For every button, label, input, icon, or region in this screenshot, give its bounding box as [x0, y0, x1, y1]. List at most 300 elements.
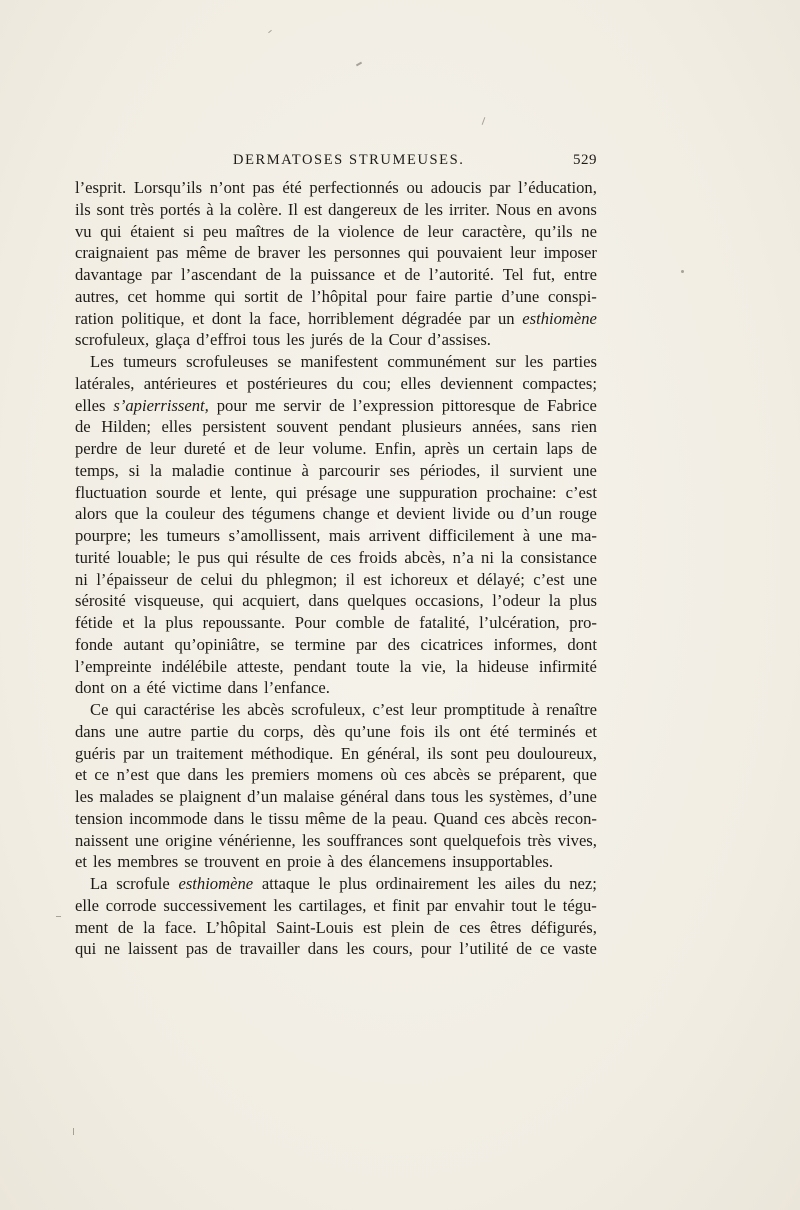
word: la	[456, 656, 469, 676]
word: que	[572, 765, 597, 785]
word: tous	[252, 330, 281, 350]
word: le	[318, 874, 331, 893]
word: violence	[338, 221, 395, 241]
text-line	[75, 199, 597, 221]
text-line	[75, 656, 597, 678]
word: politique,	[121, 308, 185, 328]
word: qui	[75, 939, 97, 959]
word: ces	[484, 808, 506, 828]
running-title: DERMATOSES STRUMEUSES.	[233, 152, 465, 168]
word: perdre	[75, 439, 118, 458]
word: se	[184, 852, 199, 872]
text-line	[75, 612, 597, 634]
word: s’amollissent,	[228, 526, 321, 545]
text-line	[75, 830, 597, 852]
word: ces	[459, 917, 481, 937]
word: une	[572, 460, 597, 480]
word: puissance	[310, 265, 376, 284]
word: élancemens	[368, 852, 447, 872]
word: attaque	[261, 874, 310, 893]
text-line	[75, 416, 597, 438]
word: devient	[396, 504, 446, 524]
word: souvent	[276, 417, 329, 437]
word: la	[289, 265, 302, 284]
word: terminés	[518, 721, 576, 741]
word: cours,	[372, 939, 413, 959]
word: traitement	[175, 743, 244, 763]
word: partie	[190, 721, 229, 741]
word: plus	[165, 613, 194, 632]
word: et	[585, 721, 597, 741]
text-line	[75, 873, 597, 895]
word: par	[426, 895, 448, 915]
paper-speck	[73, 1128, 74, 1135]
word: turité	[75, 547, 111, 567]
word: après	[424, 439, 460, 458]
word: de	[307, 547, 323, 567]
word: est	[363, 917, 382, 937]
word: fétide	[75, 613, 113, 632]
word: Hilden;	[101, 417, 151, 437]
word: face,	[268, 308, 301, 328]
word: délayé;	[476, 569, 525, 589]
word: cet	[127, 286, 147, 306]
word: vénérienne,	[218, 830, 296, 850]
word: laissent	[128, 939, 178, 959]
word: personnes	[333, 243, 401, 263]
word: est	[303, 199, 323, 219]
word: entre	[563, 265, 597, 284]
word: par	[469, 308, 491, 328]
word: dans	[187, 765, 219, 785]
word: en	[265, 852, 282, 872]
word: cicatrices	[420, 634, 484, 654]
word: membres	[117, 852, 179, 872]
word: envahir	[454, 895, 505, 915]
text-line	[75, 634, 597, 656]
word: naissent	[75, 830, 129, 850]
word: même	[186, 243, 227, 263]
word: pour	[216, 395, 248, 415]
word: et	[75, 765, 87, 785]
word: de	[254, 439, 270, 458]
word: l’odeur	[492, 591, 541, 611]
word: si	[128, 460, 140, 480]
word: dans	[307, 939, 339, 959]
word: de	[125, 439, 142, 458]
word: on	[110, 678, 128, 698]
word: pas	[185, 939, 208, 959]
word: tumeurs	[123, 352, 177, 371]
word: victime	[171, 678, 222, 698]
word: toute	[356, 656, 390, 676]
word: général	[340, 787, 389, 806]
text-line	[75, 699, 597, 721]
word: les	[477, 874, 496, 893]
word: se	[477, 765, 492, 785]
word: est	[363, 569, 382, 589]
word: Fabrice	[547, 395, 597, 415]
word: vaste	[562, 939, 597, 959]
word: corps,	[263, 721, 304, 741]
text-line	[75, 808, 597, 830]
word: qui	[212, 591, 234, 611]
word: persistent	[202, 417, 267, 437]
word: Lorsqu’ils	[133, 178, 203, 197]
word: peu	[485, 743, 510, 763]
word: jurés	[310, 330, 343, 350]
word: phlegmon;	[266, 569, 338, 589]
word: comble	[335, 613, 385, 632]
word: les	[464, 787, 484, 806]
text-line	[75, 743, 597, 765]
word: sur	[495, 352, 516, 371]
word: insupportables.	[452, 852, 554, 872]
word: temps,	[75, 460, 119, 480]
word: braver	[257, 243, 301, 263]
word: glaça	[155, 330, 191, 350]
word: elle	[75, 895, 99, 915]
word: esthiomène	[178, 874, 254, 893]
word: de	[581, 439, 597, 458]
word: leur	[278, 439, 305, 458]
word: scrofuleux,	[75, 330, 150, 350]
word: sérosité	[75, 591, 126, 611]
word: elles	[161, 417, 192, 437]
word: Cour	[388, 330, 422, 350]
word: une	[366, 482, 390, 502]
word: fut,	[532, 265, 556, 284]
word: douloureux,	[517, 743, 597, 763]
word: rien	[571, 417, 597, 437]
word: latérales,	[75, 373, 135, 393]
word: suppuration	[399, 482, 478, 502]
word: s’apierrissent,	[113, 395, 209, 415]
word: qui	[100, 221, 122, 241]
word: et	[209, 482, 222, 502]
word: recon-	[554, 808, 597, 828]
word: abcès	[247, 700, 285, 719]
text-line	[75, 308, 597, 330]
paper-speck	[482, 117, 486, 125]
word: pas	[252, 178, 275, 197]
word: qu’ils	[534, 221, 573, 241]
word: l’enfance.	[264, 678, 330, 698]
word: finit	[392, 895, 420, 915]
text-line	[75, 460, 597, 482]
word: peau.	[391, 808, 428, 828]
word: occasions,	[415, 591, 484, 611]
word: pas	[156, 243, 179, 263]
word: la	[548, 591, 561, 611]
word: une	[538, 526, 563, 545]
word: de	[329, 395, 345, 415]
word: ration	[75, 308, 114, 328]
word: cou;	[362, 373, 392, 393]
word: le	[177, 547, 190, 567]
word: se	[270, 634, 285, 654]
word: n’a	[452, 547, 474, 567]
word: mais	[328, 526, 361, 545]
text-line	[75, 590, 597, 612]
word: l’empreinte	[75, 656, 152, 676]
word: esthiomène	[522, 308, 597, 328]
word: ma-	[571, 526, 597, 545]
word: d’effroi	[196, 330, 247, 350]
word: renaître	[546, 700, 597, 719]
word: Saint-Louis	[275, 917, 354, 937]
word: de	[216, 939, 232, 959]
word: tégu-	[562, 895, 597, 915]
word: Enfin,	[374, 439, 416, 458]
word: un	[498, 308, 515, 328]
word: cartilages,	[298, 895, 367, 915]
word: et	[233, 439, 246, 458]
word: sont	[96, 199, 125, 219]
text-line	[75, 482, 597, 504]
word: irriter.	[448, 199, 490, 219]
word: dégradée	[401, 308, 462, 328]
word: lente,	[230, 482, 267, 502]
word: Il	[287, 199, 298, 219]
word: de	[348, 330, 365, 350]
word: parties	[552, 352, 597, 371]
word: des	[222, 504, 245, 524]
word: par	[356, 634, 378, 654]
word: de	[75, 417, 91, 437]
word: défigurés,	[531, 917, 597, 937]
word: dont	[567, 634, 597, 654]
word: pour	[420, 939, 452, 959]
text-line	[75, 177, 597, 199]
word: les	[346, 939, 365, 959]
word: il	[490, 460, 500, 480]
word: du	[543, 874, 561, 893]
word: de	[351, 808, 368, 828]
word: promptitude	[443, 700, 525, 719]
word: change	[322, 504, 370, 524]
word: les	[524, 352, 544, 371]
word: à	[206, 199, 214, 219]
word: d’un	[247, 787, 278, 806]
word: d’une	[559, 787, 597, 806]
text-line	[75, 938, 597, 960]
text-line	[75, 373, 597, 395]
word: consistance	[520, 547, 597, 567]
word: qui	[407, 243, 430, 263]
word: corrode	[105, 895, 157, 915]
word: qui	[275, 482, 298, 502]
word: L’hôpital	[206, 917, 267, 937]
text-line	[75, 242, 597, 264]
word: sortit	[244, 286, 279, 306]
word: à	[531, 700, 540, 719]
text-line	[75, 721, 597, 743]
word: pendant	[293, 656, 347, 676]
text-line	[75, 438, 597, 460]
word: ces	[330, 547, 352, 567]
word: leur	[410, 700, 437, 719]
body-text	[75, 177, 597, 960]
word: les	[286, 330, 305, 350]
word: maîtres	[235, 221, 285, 241]
word: vu	[75, 221, 92, 241]
word: Tel	[502, 265, 524, 284]
word: tous	[431, 787, 459, 806]
word: périodes,	[419, 460, 481, 480]
text-line	[75, 221, 597, 243]
paper-speck	[268, 30, 272, 33]
word: fois	[400, 721, 425, 741]
word: face.	[164, 917, 197, 937]
word: La	[90, 874, 108, 893]
word: ont	[459, 721, 481, 741]
word: plein	[391, 917, 425, 937]
word: la	[317, 221, 330, 241]
word: en	[536, 199, 553, 219]
word: général,	[366, 743, 420, 763]
word: faire	[415, 286, 447, 306]
word: et	[122, 613, 135, 632]
word: termine	[294, 634, 346, 654]
word: le	[543, 895, 556, 915]
word: de	[293, 221, 309, 241]
word: n’ont	[209, 178, 245, 197]
word: acquiert,	[242, 591, 300, 611]
word: la	[373, 808, 386, 828]
word: ne	[104, 939, 120, 959]
word: caractère,	[462, 221, 527, 241]
word: momens	[316, 765, 374, 785]
word: été	[282, 178, 302, 197]
word: elles	[75, 395, 106, 415]
word: dans	[394, 787, 426, 806]
word: il	[345, 569, 355, 589]
word: alors	[75, 504, 108, 524]
word: sont	[450, 743, 479, 763]
word: de	[117, 917, 134, 937]
word: la	[149, 460, 162, 480]
word: scrofuleux,	[291, 700, 366, 719]
word: atteste,	[237, 656, 284, 676]
word: parcourir	[318, 460, 380, 480]
word: d’une	[501, 286, 540, 306]
word: de	[176, 569, 193, 589]
word: leur	[427, 221, 454, 241]
word: préparent,	[498, 765, 566, 785]
word: En	[340, 743, 360, 763]
word: certain	[492, 439, 538, 458]
word: si	[183, 221, 195, 241]
word: une	[114, 721, 139, 741]
word: une	[134, 830, 159, 850]
word: et	[75, 852, 87, 872]
word: couleur	[165, 504, 215, 524]
word: portés	[159, 199, 201, 219]
word: repoussante.	[202, 613, 286, 632]
text-line	[75, 329, 597, 351]
word: difficilement	[428, 526, 515, 545]
word: quelquefois	[443, 830, 521, 850]
text-line	[75, 286, 597, 308]
word: tissu	[268, 808, 299, 828]
word: été	[146, 678, 166, 698]
word: du	[336, 373, 354, 393]
word: vives,	[557, 830, 597, 850]
word: indélébile	[161, 656, 227, 676]
word: de	[234, 243, 251, 263]
word: même	[305, 808, 346, 828]
word: froids	[358, 547, 398, 567]
word: systèmes,	[489, 787, 554, 806]
word: les	[75, 787, 94, 806]
word: avons	[558, 199, 597, 219]
text-line	[75, 851, 597, 873]
word: abcès	[433, 765, 470, 785]
word: me	[255, 395, 276, 415]
word: perfectionnés	[309, 178, 399, 197]
word: rouge	[559, 504, 597, 524]
word: antérieures	[143, 373, 217, 393]
word: dont	[211, 308, 242, 328]
word: leur	[149, 439, 176, 458]
word: l’expression	[352, 395, 434, 415]
word: êtres	[490, 917, 522, 937]
word: craignaient	[75, 243, 149, 263]
word: horriblement	[308, 308, 394, 328]
word: pourpre;	[75, 526, 132, 545]
page-header	[75, 152, 597, 174]
word: maladie	[171, 460, 225, 480]
word: qu’une	[344, 721, 391, 741]
word: homme	[155, 286, 206, 306]
word: livide	[452, 504, 491, 524]
word: tumeurs	[166, 526, 221, 545]
word: de	[433, 917, 450, 937]
word: Ce	[90, 700, 109, 719]
word: ment	[75, 917, 109, 937]
word: abcès,	[404, 547, 446, 567]
word: tout	[511, 895, 538, 915]
word: visqueuse,	[134, 591, 204, 611]
word: l’esprit.	[75, 178, 127, 197]
word: la	[145, 504, 158, 524]
word: résulte	[255, 547, 300, 567]
word: les	[424, 199, 444, 219]
text-line	[75, 764, 597, 786]
word: de	[403, 199, 419, 219]
word: étaient	[130, 221, 175, 241]
word: qui	[115, 700, 137, 719]
word: autre	[148, 721, 182, 741]
word: méthodique.	[250, 743, 334, 763]
word: elles	[400, 373, 431, 393]
word: la	[219, 199, 232, 219]
word: n’est	[116, 765, 149, 785]
word: par	[123, 743, 145, 763]
word: la	[143, 917, 156, 937]
word: de	[516, 939, 532, 959]
word: celui	[200, 569, 233, 589]
word: ailes	[504, 874, 536, 893]
word: les	[307, 243, 327, 263]
word: premiers	[251, 765, 310, 785]
word: présage	[306, 482, 357, 502]
word: qui	[227, 547, 249, 567]
word: scrofule	[116, 874, 170, 893]
word: très	[527, 830, 552, 850]
word: que	[114, 504, 139, 524]
